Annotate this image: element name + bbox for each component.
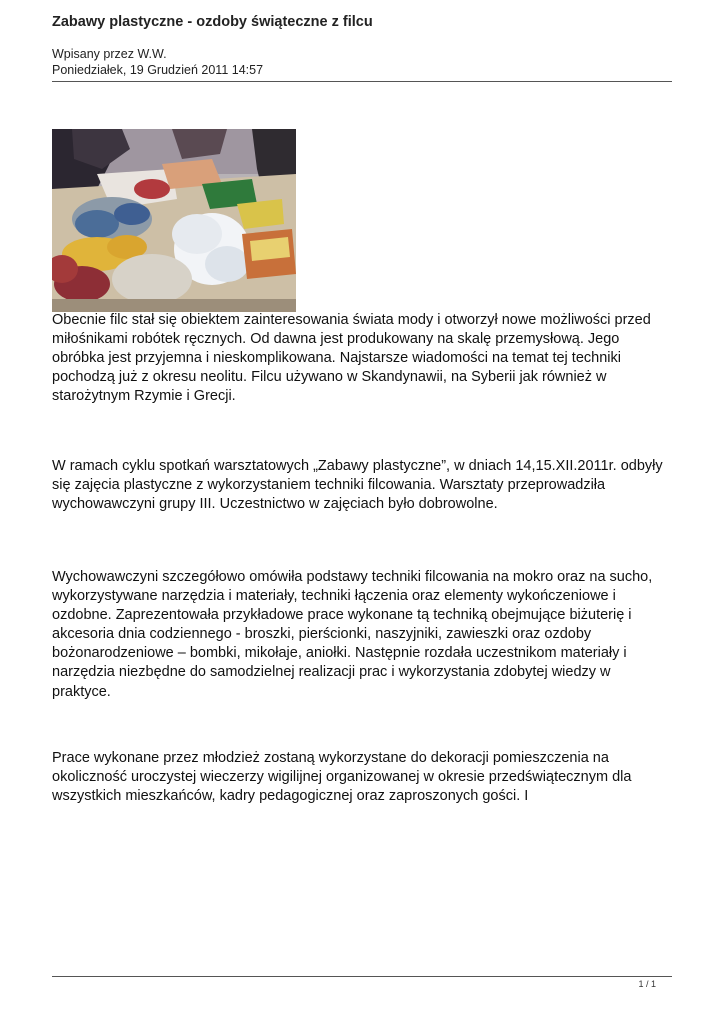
paragraph-line: W ramach cyklu spotkań warsztatowych „Zabawy plastyczne”, w dniach 14,15.XII.2011r. odbyły (52, 458, 663, 474)
header-divider (52, 81, 672, 82)
paragraph-line: się zajęcia plastyczne z wykorzystaniem techniki filcowania. Warsztaty przeprowadziła (52, 477, 606, 494)
paragraph-intro (52, 311, 677, 406)
paragraph-line: bożonarodzeniowe – bombki, mikołaje, aniołki. Następnie rozdała uczestnikom materiały i (52, 645, 627, 662)
paragraph-line: starożytnym Rzymie i Grecji. (52, 388, 236, 405)
paragraph-usage (52, 749, 677, 806)
paragraph-line: narzędzia niezbędne do samodzielnej realizacji prac i wykorzystania zdobytej wiedzy w (52, 664, 611, 681)
paragraph-line: Obecnie filc stał się obiektem zainteresowania świata mody i otworzył nowe możliwości przed (52, 312, 651, 328)
workshop-photo (52, 129, 296, 312)
paragraph-techniques (52, 568, 677, 702)
paragraph-line: obróbka jest przyjemna i nieskomplikowana. Najstarsze wiadomości na temat tej techniki (52, 350, 621, 367)
date-line: Poniedziałek, 19 Grudzień 2011 14:57 (52, 63, 264, 77)
article-meta (52, 46, 263, 78)
paragraph-workshops (52, 457, 677, 514)
author-line: Wpisany przez W.W. (52, 47, 167, 61)
page-number: 1 / 1 (638, 979, 656, 989)
paragraph-line: wszystkich mieszkańców, kadry pedagogicznej oraz zaproszonych gości. I (52, 788, 529, 805)
footer-divider (52, 976, 672, 977)
paragraph-line: ozdobne. Zaprezentowała przykładowe prace wykonane tą techniką obejmujące biżuterię i (52, 607, 632, 624)
paragraph-line: pochodzą już z okresu neolitu. Filcu używano w Skandynawii, na Syberii jak również w (52, 369, 607, 386)
paragraph-line: praktyce. (52, 683, 111, 700)
paragraph-line: Wychowawczyni szczegółowo omówiła podstawy techniki filcowania na mokro oraz na sucho, (52, 569, 653, 585)
paragraph-line: okoliczność uroczystej wieczerzy wigilijnej organizowanej w okresie przedświątecznym dla (52, 769, 632, 786)
paragraph-line: Prace wykonane przez młodzież zostaną wykorzystane do dekoracji pomieszczenia na (52, 750, 609, 766)
page-title: Zabawy plastyczne - ozdoby świąteczne z filcu (52, 14, 373, 30)
paragraph-line: wychowawczyni grupy III. Uczestnictwo w zajęciach było dobrowolne. (52, 496, 498, 513)
paragraph-line: wykorzystywane narzędzia i materiały, techniki łączenia oraz elementy wykończeniowe i (52, 588, 616, 605)
paragraph-line: miłośnikami robótek ręcznych. Od dawna jest produkowany na skalę przemysłową. Jego (52, 331, 620, 348)
paragraph-line: akcesoria dnia codziennego - broszki, pierścionki, naszyjniki, zawieszki oraz ozdoby (52, 626, 592, 643)
